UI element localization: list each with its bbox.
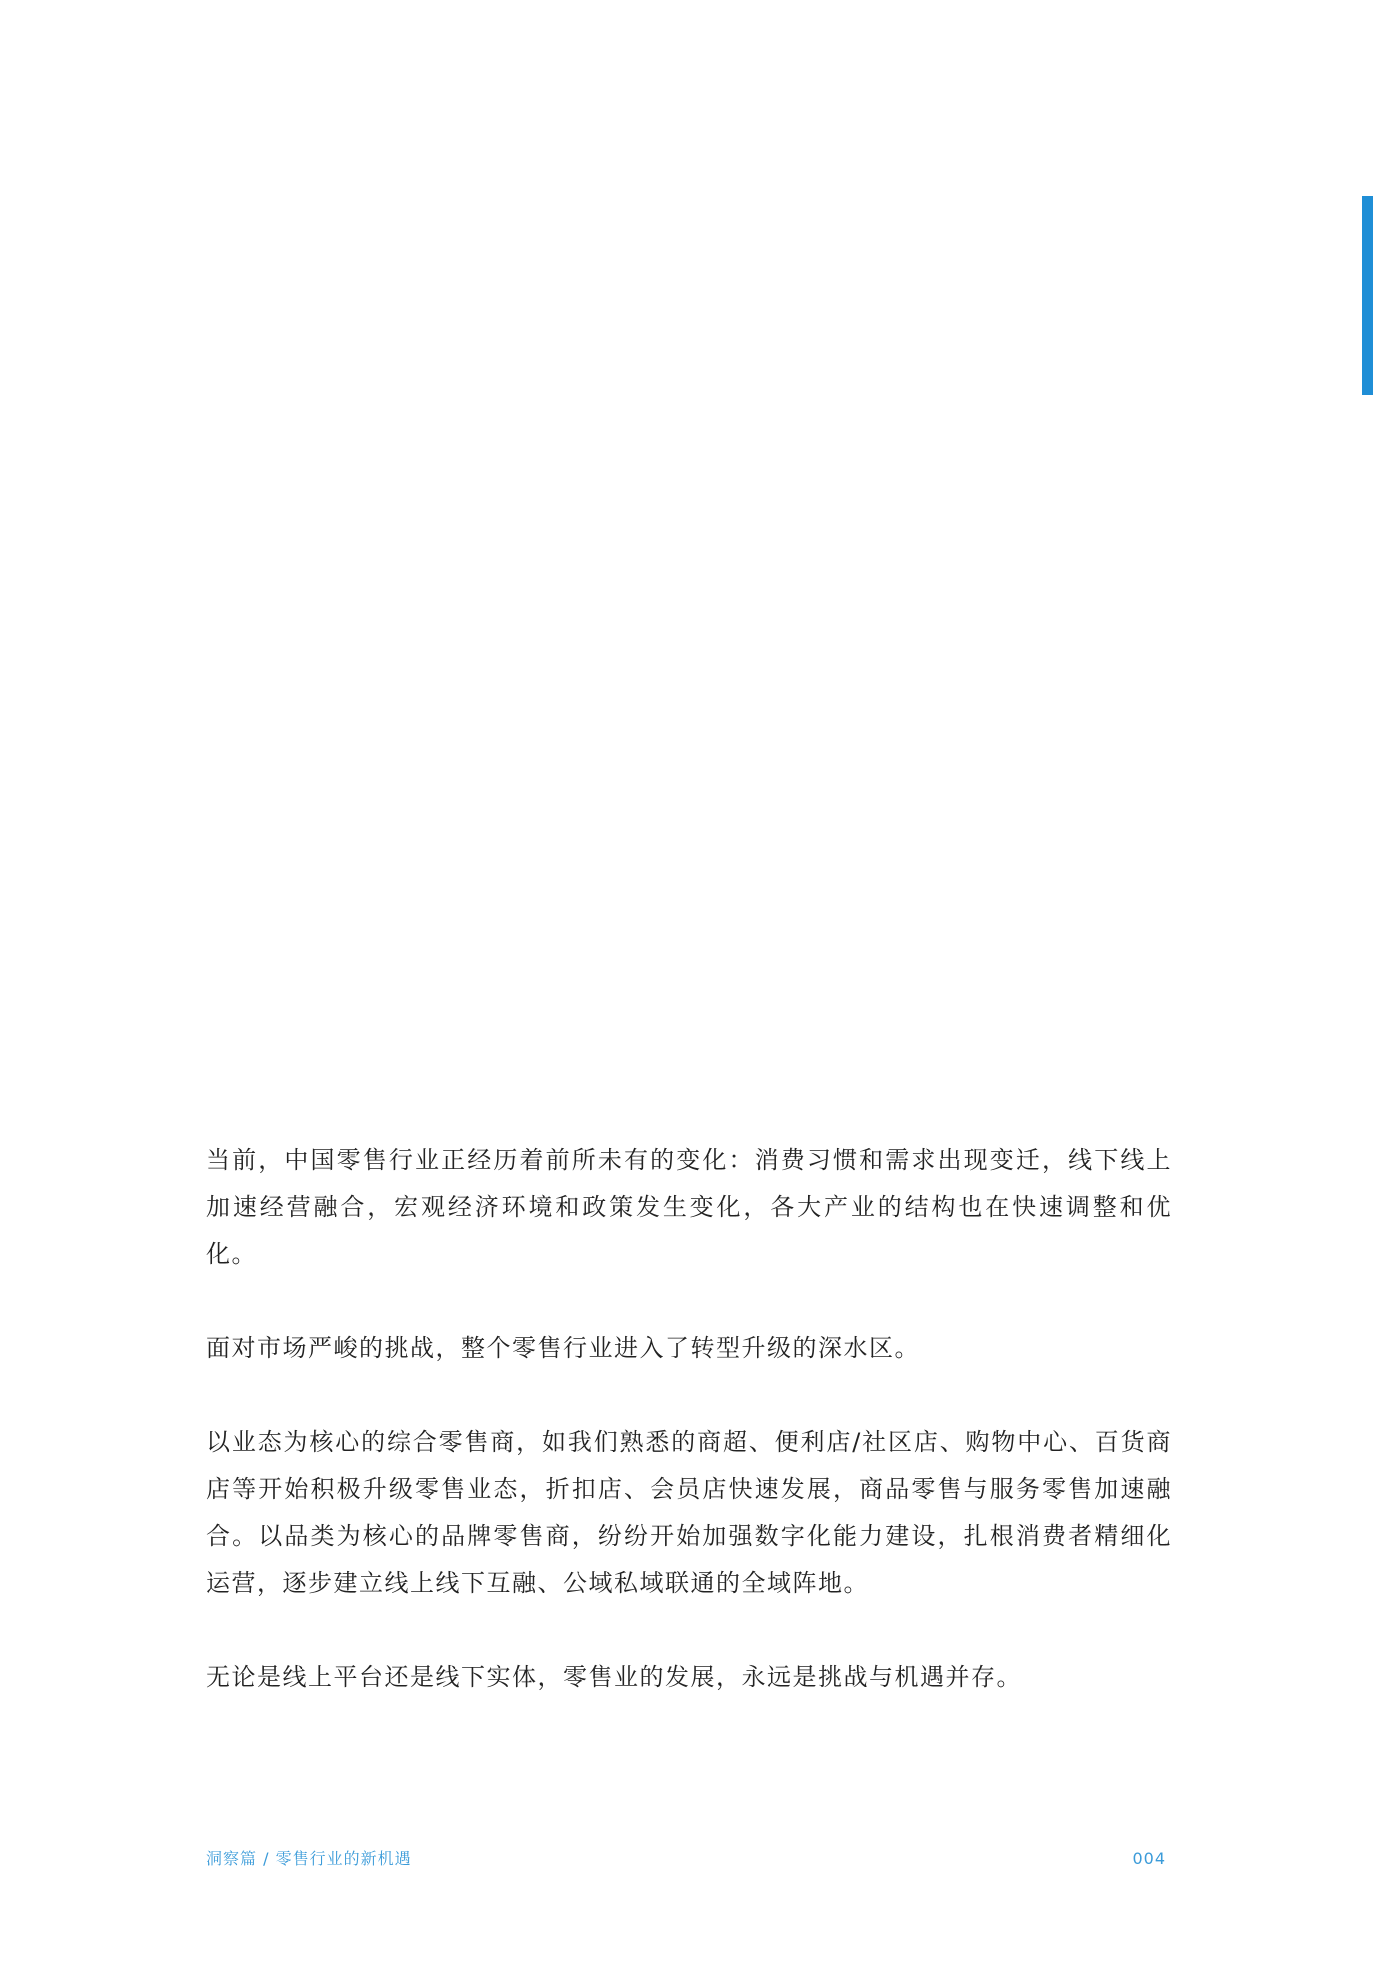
paragraph-2: 面对市场严峻的挑战，整个零售行业进入了转型升级的深水区。 [206,1334,920,1362]
paragraph-3: 以业态为核心的综合零售商，如我们熟悉的商超、便利店/社区店、购物中心、百货商店等开始积极升级零售业态，折扣店、会员店快速发展，商品零售与服务零售加速融合。以品类为核心的品牌零售商，纷纷开始加强数字化能力建设，扎根消费者精细化运营，逐步建立线上线下互融、公域私域联通的全域阵地。 [206,1428,1172,1597]
page-footer [206,1845,1166,1873]
body-text [206,1137,1172,1701]
footer-section-title: 洞察篇 / 零售行业的新机遇 [206,1849,412,1868]
paragraph-4: 无论是线上平台还是线下实体，零售业的发展，永远是挑战与机遇并存。 [206,1663,1022,1691]
paragraph-1: 当前，中国零售行业正经历着前所未有的变化：消费习惯和需求出现变迁，线下线上加速经营融合，宏观经济环境和政策发生变化，各大产业的结构也在快速调整和优化。 [206,1146,1172,1268]
section-edge-tab [1362,196,1373,395]
footer-page-number: 004 [1132,1849,1166,1868]
